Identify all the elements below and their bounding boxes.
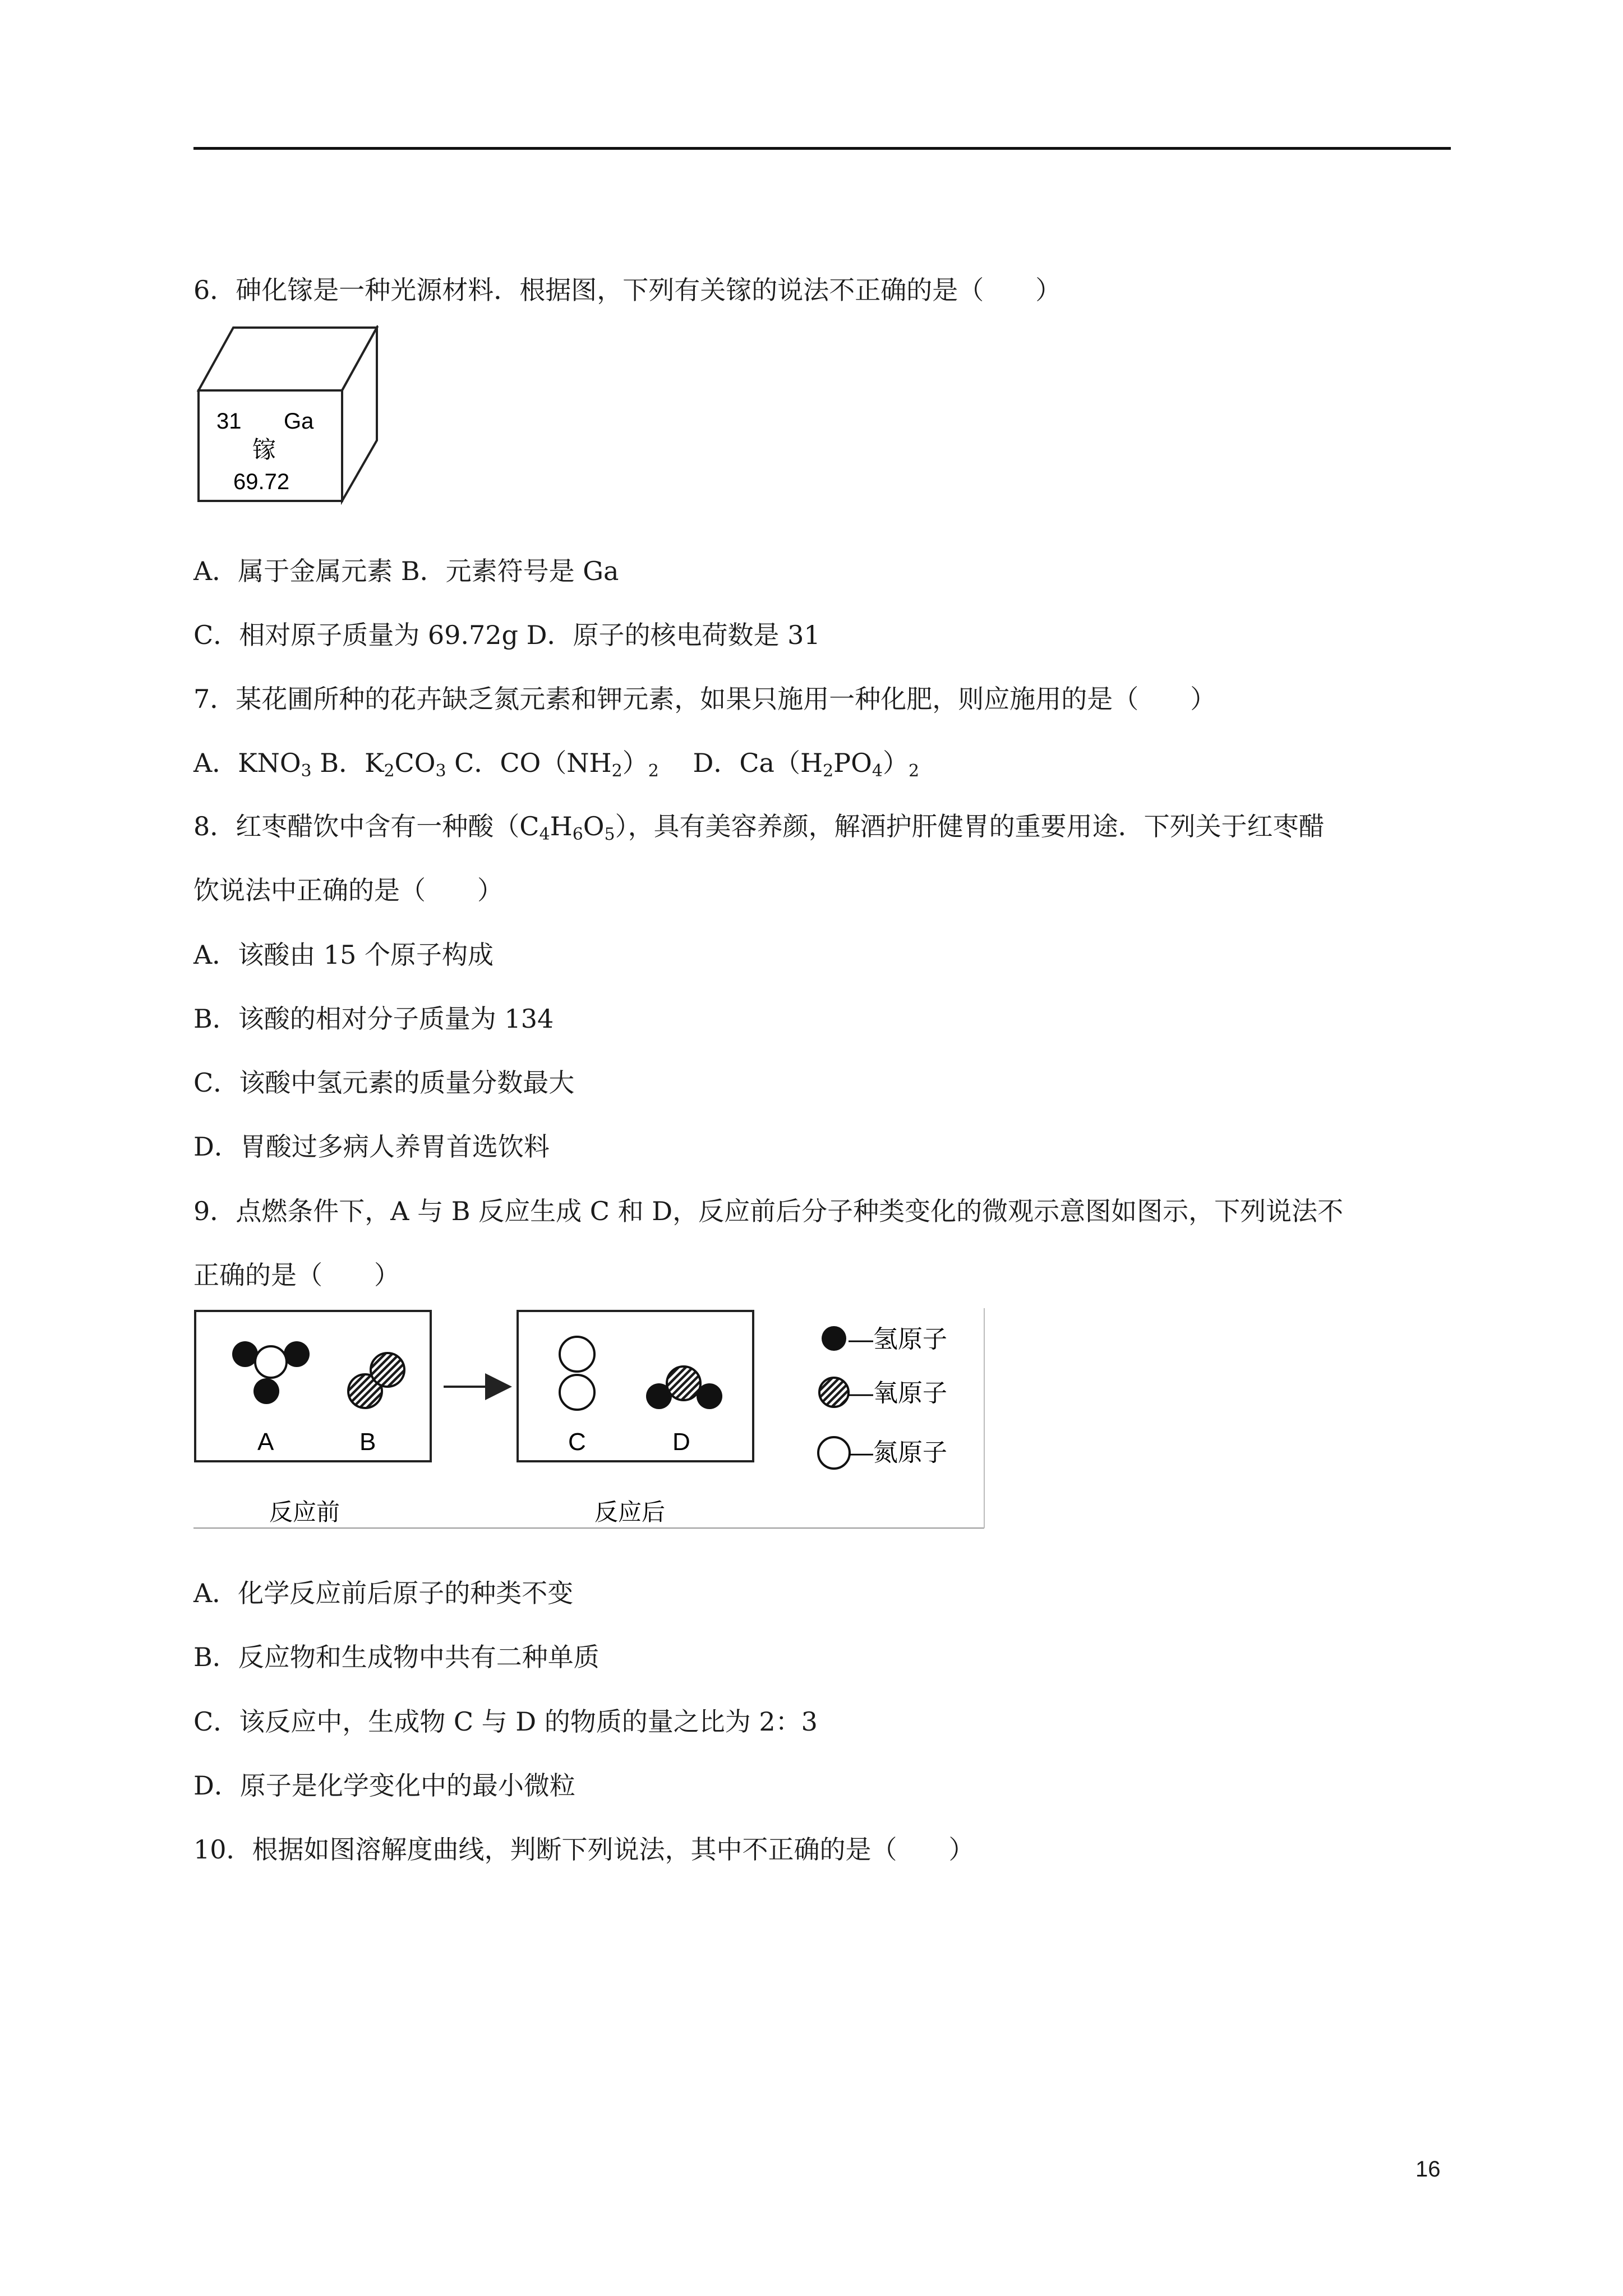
q9-option-c: C．该反应中，生成物 C 与 D 的物质的量之比为 2：3 <box>193 1706 818 1737</box>
element-symbol: Ga <box>284 409 314 434</box>
q8-stem-cont: 饮说法中正确的是（ ） <box>193 875 503 905</box>
q9-option-a: A．化学反应前后原子的种类不变 <box>193 1578 574 1608</box>
molecule-b <box>348 1353 404 1408</box>
molecule-a <box>232 1341 310 1404</box>
caption-before: 反应前 <box>269 1499 340 1525</box>
legend-nitrogen-label: —氮原子 <box>849 1439 947 1466</box>
legend <box>818 1326 947 1469</box>
q9-stem: 9．点燃条件下，A 与 B 反应生成 C 和 D，反应前后分子种类变化的微观示意图如图示，下列说法不 <box>193 1196 1344 1226</box>
q8-option-b: B．该酸的相对分子质量为 134 <box>193 1004 554 1034</box>
q9-option-d: D．原子是化学变化中的最小微粒 <box>193 1770 575 1801</box>
oxygen-atom-icon <box>667 1366 700 1400</box>
molecule-c <box>560 1337 594 1410</box>
element-name: 镓 <box>252 436 276 463</box>
caption-after: 反应后 <box>594 1499 666 1525</box>
q8-option-a: A．该酸由 15 个原子构成 <box>193 940 494 970</box>
label-a: A <box>257 1428 274 1456</box>
q8-option-d: D．胃酸过多病人养胃首选饮料 <box>193 1131 550 1162</box>
hydrogen-atom-icon <box>253 1378 279 1404</box>
header-rule <box>193 147 1451 150</box>
q7-options: A．$KNO_3$ B．$K_2CO_3$ C．$CO(NH_2)_2$ D．$Ca(H_2PO_4)_2$ <box>193 748 920 781</box>
legend-nitrogen-icon <box>818 1437 850 1469</box>
molecule-d <box>646 1366 722 1409</box>
label-c: C <box>568 1428 586 1456</box>
nitrogen-atom-icon <box>560 1375 594 1410</box>
element-card-figure <box>196 325 381 507</box>
q6-options-ab: A．属于金属元素 B．元素符号是 Ga <box>193 556 619 586</box>
legend-hydrogen-icon <box>822 1326 846 1351</box>
oxygen-atom-icon <box>371 1353 404 1387</box>
q9-option-b: B．反应物和生成物中共有二种单质 <box>193 1642 600 1672</box>
legend-oxygen-label: —氧原子 <box>849 1379 947 1407</box>
q9-stem-cont: 正确的是（ ） <box>193 1260 400 1290</box>
label-b: B <box>359 1428 376 1456</box>
atomic-mass: 69.72 <box>233 470 290 494</box>
q8-stem: 8．红枣醋饮中含有一种酸$(C_4H_6O_5)$，具有美容养颜，解酒护肝健胃的重要用途．下列关于红枣醋 <box>193 811 1325 844</box>
reaction-diagram-svg <box>193 1308 990 1533</box>
page-number: 16 <box>1415 2157 1441 2182</box>
gallium-element-card <box>196 325 381 505</box>
legend-hydrogen-label: —氢原子 <box>849 1326 947 1353</box>
nitrogen-atom-icon <box>560 1337 594 1372</box>
nitrogen-atom-icon <box>255 1346 287 1378</box>
q7-stem: 7．某花圃所种的花卉缺乏氮元素和钾元素，如果只施用一种化肥，则应施用的是（ ） <box>193 684 1216 714</box>
q6-stem: 6．砷化镓是一种光源材料．根据图，下列有关镓的说法不正确的是（ ） <box>193 275 1062 305</box>
q6-options-cd: C．相对原子质量为 69.72g D．原子的核电荷数是 31 <box>193 620 820 650</box>
legend-oxygen-icon <box>819 1378 849 1407</box>
q8-option-c: C．该酸中氢元素的质量分数最大 <box>193 1068 575 1098</box>
label-d: D <box>672 1428 690 1456</box>
reaction-diagram <box>193 1308 990 1535</box>
q10-stem: 10．根据如图溶解度曲线，判断下列说法，其中不正确的是（ ） <box>193 1834 975 1865</box>
before-box <box>195 1311 431 1461</box>
after-box <box>518 1311 753 1461</box>
atomic-number: 31 <box>216 409 242 434</box>
